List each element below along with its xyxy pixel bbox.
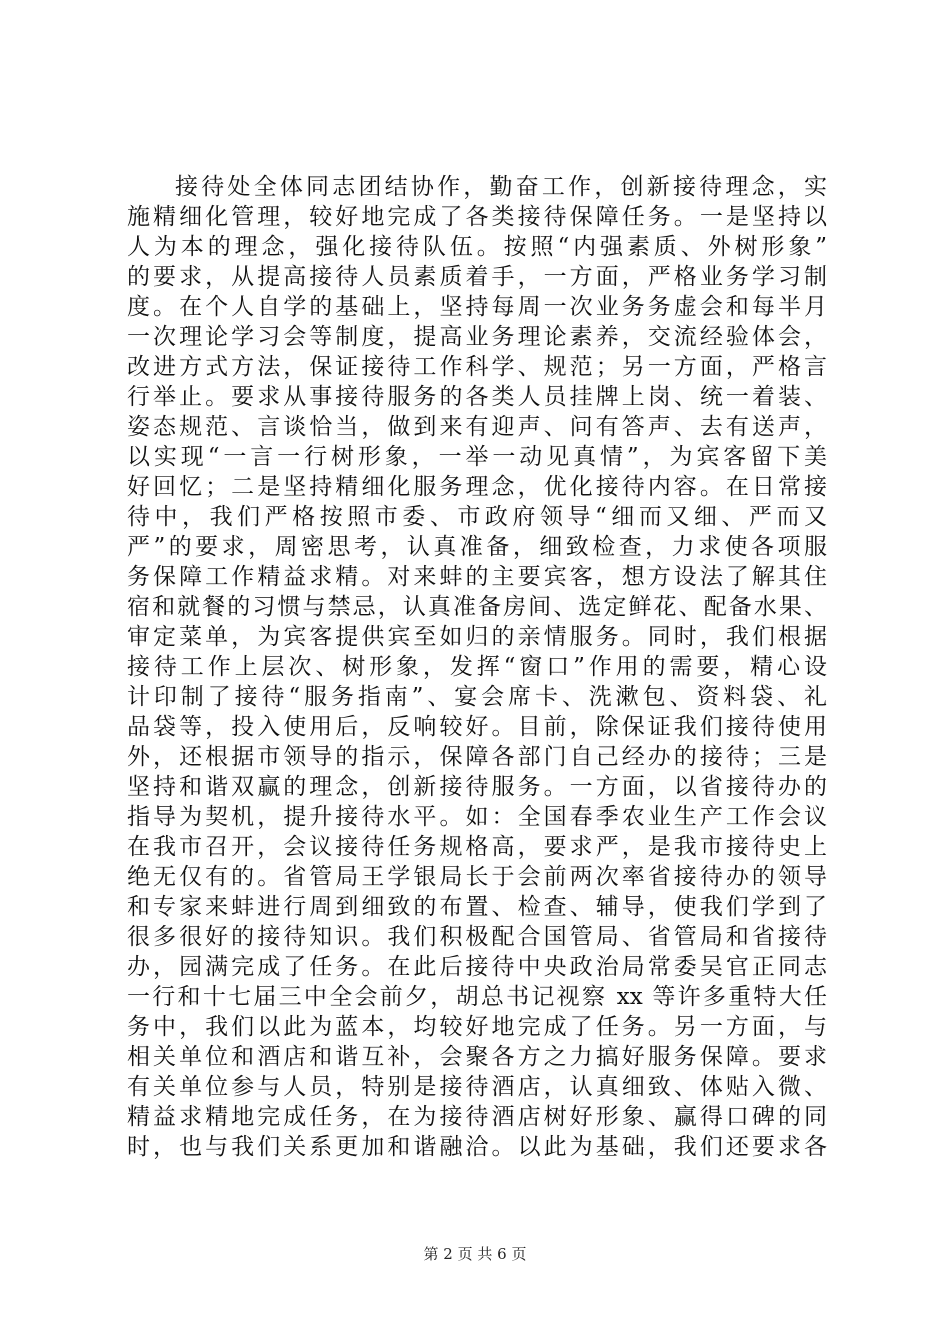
- text-line: 人为本的理念，强化接待队伍。按照“内强素质、外树形象”: [127, 234, 827, 260]
- text-line: 很多很好的接待知识。我们积极配合国管局、省管局和省接待: [127, 924, 827, 950]
- text-line: 有关单位参与人员，特别是接待酒店，认真细致、体贴入微、: [127, 1074, 827, 1100]
- text-line: 改进方式方法，保证接待工作科学、规范；另一方面，严格言: [127, 354, 827, 380]
- text-line: 在我市召开，会议接待任务规格高，要求严，是我市接待史上: [127, 834, 827, 860]
- text-line: 指导为契机，提升接待水平。如：全国春季农业生产工作会议: [127, 804, 827, 830]
- text-line: 接待工作上层次、树形象，发挥“窗口”作用的需要，精心设: [127, 654, 827, 680]
- text-line: 和专家来蚌进行周到细致的布置、检查、辅导，使我们学到了: [127, 894, 827, 920]
- text-line: 接待处全体同志团结协作，勤奋工作，创新接待理念，实: [175, 174, 827, 200]
- text-line: 品袋等，投入使用后，反响较好。目前，除保证我们接待使用: [127, 714, 827, 740]
- text-line: 计印制了接待“服务指南”、宴会席卡、洗漱包、资料袋、礼: [127, 684, 827, 710]
- text-line: 外，还根据市领导的指示，保障各部门自己经办的接待；三是: [127, 744, 827, 770]
- text-line: 时，也与我们关系更加和谐融洽。以此为基础，我们还要求各: [127, 1134, 827, 1160]
- text-line: 坚持和谐双赢的理念，创新接待服务。一方面，以省接待办的: [127, 774, 827, 800]
- text-line: 精益求精地完成任务，在为接待酒店树好形象、赢得口碑的同: [127, 1104, 827, 1130]
- text-line: 以实现“一言一行树形象，一举一动见真情”，为宾客留下美: [127, 444, 827, 470]
- text-line: 姿态规范、言谈恰当，做到来有迎声、问有答声、去有送声，: [127, 414, 827, 440]
- body-paragraph: [127, 172, 827, 1162]
- text-line: 待中，我们严格按照市委、市政府领导“细而又细、严而又: [127, 504, 827, 530]
- text-line: 一行和十七届三中全会前夕，胡总书记视察 xx 等许多重特大任: [127, 984, 827, 1010]
- text-line: 一次理论学习会等制度，提高业务理论素养，交流经验体会，: [127, 324, 827, 350]
- text-line: 行举止。要求从事接待服务的各类人员挂牌上岗、统一着装、: [127, 384, 827, 410]
- text-line: 好回忆；二是坚持精细化服务理念，优化接待内容。在日常接: [127, 474, 827, 500]
- text-line: 宿和就餐的习惯与禁忌，认真准备房间、选定鲜花、配备水果、: [127, 594, 827, 620]
- text-line: 度。在个人自学的基础上，坚持每周一次业务务虚会和每半月: [127, 294, 827, 320]
- text-line: 务中，我们以此为蓝本，均较好地完成了任务。另一方面，与: [127, 1014, 827, 1040]
- text-line: 办，园满完成了任务。在此后接待中央政治局常委吴官正同志: [127, 954, 827, 980]
- page-number-footer: 第 2 页 共 6 页: [423, 1245, 527, 1263]
- text-line: 严”的要求，周密思考，认真准备，细致检查，力求使各项服: [127, 534, 827, 560]
- text-line: 审定菜单，为宾客提供宾至如归的亲情服务。同时，我们根据: [127, 624, 827, 650]
- text-line: 的要求，从提高接待人员素质着手，一方面，严格业务学习制: [127, 264, 827, 290]
- text-line: 施精细化管理，较好地完成了各类接待保障任务。一是坚持以: [127, 204, 827, 230]
- text-line: 相关单位和酒店和谐互补，会聚各方之力搞好服务保障。要求: [127, 1044, 827, 1070]
- text-line: 绝无仅有的。省管局王学银局长于会前两次率省接待办的领导: [127, 864, 827, 890]
- text-line: 务保障工作精益求精。对来蚌的主要宾客，想方设法了解其住: [127, 564, 827, 590]
